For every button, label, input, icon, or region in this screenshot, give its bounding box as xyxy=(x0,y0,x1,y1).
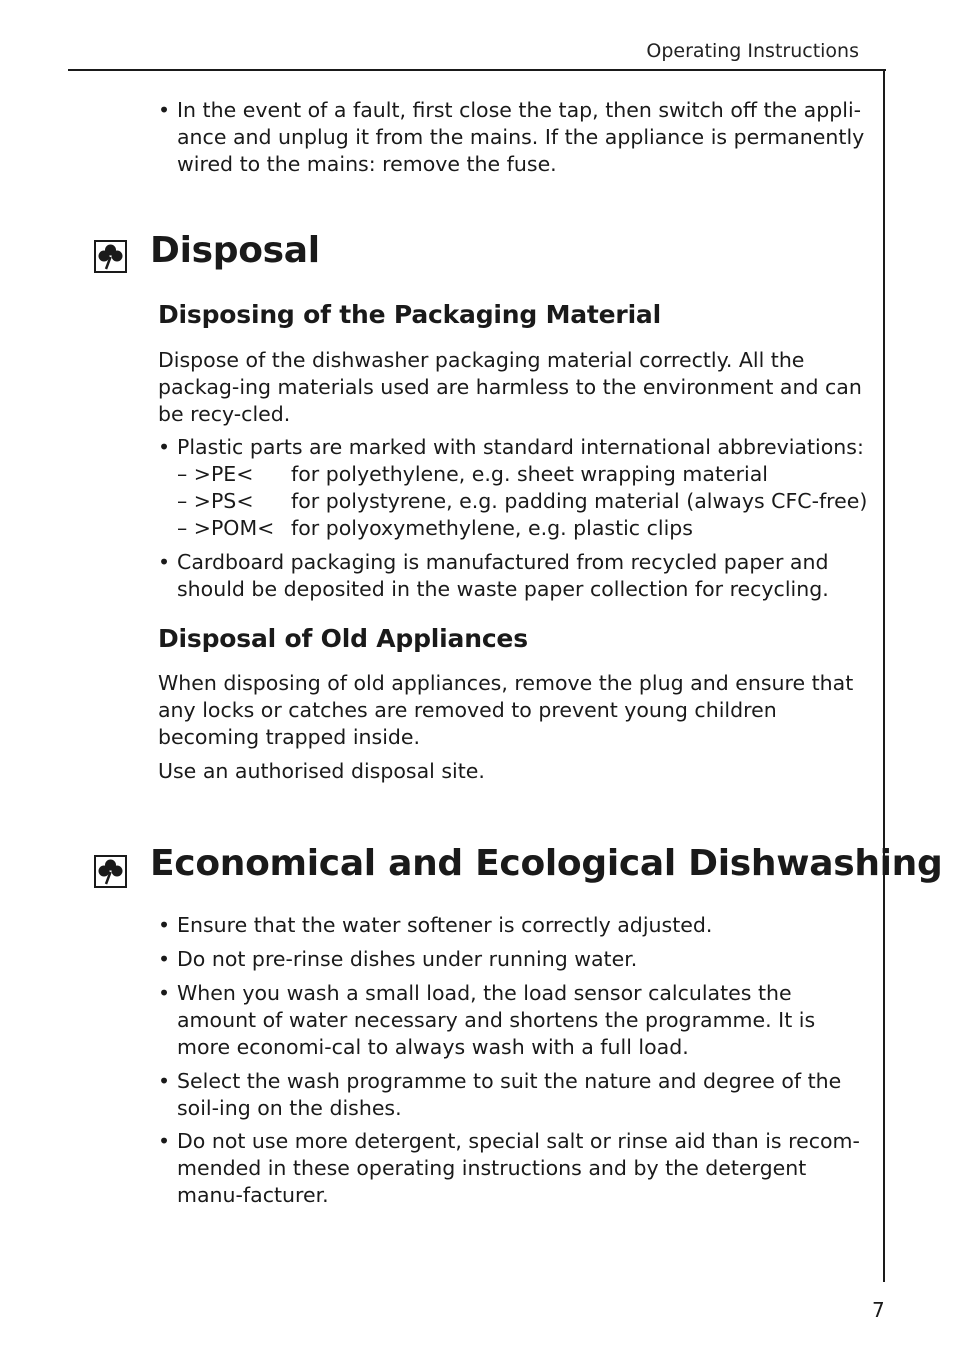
clover-leaf-icon xyxy=(94,855,127,888)
list-item xyxy=(158,1068,870,1122)
abbreviation-code: – >PS< xyxy=(177,489,254,513)
bullet-symbol: • xyxy=(158,947,171,971)
bullet-text: In the event of a fault, first close the tap, then switch off the appli-ance and unplug it from the mains. If the appliance is permanently wired to the mains: remove the fuse. xyxy=(177,98,865,176)
bullet-text: Cardboard packaging is manufactured from recycled paper and should be deposited in the waste paper collection for recycling. xyxy=(177,550,829,601)
bullet-symbol: • xyxy=(158,1069,171,1093)
abbreviation-code: – >POM< xyxy=(177,516,275,540)
margin-rule xyxy=(883,69,885,1282)
list-item xyxy=(158,946,870,973)
bullet-symbol: • xyxy=(158,98,171,122)
list-item xyxy=(158,1128,870,1209)
bullet-symbol: • xyxy=(158,550,171,574)
abbreviation-desc: for polystyrene, e.g. padding material (always CFC-free) xyxy=(291,489,868,513)
disposal-title: Disposal xyxy=(150,230,320,271)
abbreviation-desc: for polyoxymethylene, e.g. plastic clips xyxy=(291,516,693,540)
list-item xyxy=(158,912,870,939)
abbreviation-row xyxy=(177,515,693,542)
bullet-text: Do not pre-rinse dishes under running water. xyxy=(177,947,638,971)
bullet-text: When you wash a small load, the load sensor calculates the amount of water necessary and shortens the programme. It is more economi-cal to always wash with a full load. xyxy=(177,981,816,1059)
old-appliances-heading: Disposal of Old Appliances xyxy=(158,624,528,653)
abbreviation-row xyxy=(177,488,867,515)
bullet-symbol: • xyxy=(158,1129,171,1153)
page-number: 7 xyxy=(872,1298,885,1322)
packaging-heading: Disposing of the Packaging Material xyxy=(158,300,661,329)
bullet-symbol: • xyxy=(158,913,171,937)
bullet-text: Do not use more detergent, special salt or rinse aid than is recom-mended in these operating instructions and by the detergent manu-facturer. xyxy=(177,1129,860,1207)
abbreviation-desc: for polyethylene, e.g. sheet wrapping material xyxy=(291,462,768,486)
bullet-symbol: • xyxy=(158,981,171,1005)
header-rule xyxy=(68,69,886,71)
old-appliances-text: When disposing of old appliances, remove the plug and ensure that any locks or catches are removed to prevent young children becoming trapped inside. xyxy=(158,671,854,749)
abbreviation-row xyxy=(177,461,768,488)
packaging-intro: Dispose of the dishwasher packaging material correctly. All the packag-ing materials used are harmless to the environment and can be recy-cled. xyxy=(158,348,862,426)
bullet-symbol: • xyxy=(158,435,171,459)
cardboard-bullet xyxy=(158,549,870,603)
list-item xyxy=(158,980,870,1061)
disposal-site-text: Use an authorised disposal site. xyxy=(158,759,485,783)
clover-leaf-icon xyxy=(94,240,127,273)
bullet-text: Ensure that the water softener is correctly adjusted. xyxy=(177,913,713,937)
plastic-bullet xyxy=(158,434,870,461)
abbreviation-code: – >PE< xyxy=(177,462,254,486)
economical-title: Economical and Ecological Dishwashing xyxy=(150,843,943,884)
bullet-text: Select the wash programme to suit the nature and degree of the soil-ing on the dishes. xyxy=(177,1069,842,1120)
bullet-text: Plastic parts are marked with standard international abbreviations: xyxy=(177,435,864,459)
running-head: Operating Instructions xyxy=(646,40,859,62)
fault-bullet xyxy=(158,97,870,178)
